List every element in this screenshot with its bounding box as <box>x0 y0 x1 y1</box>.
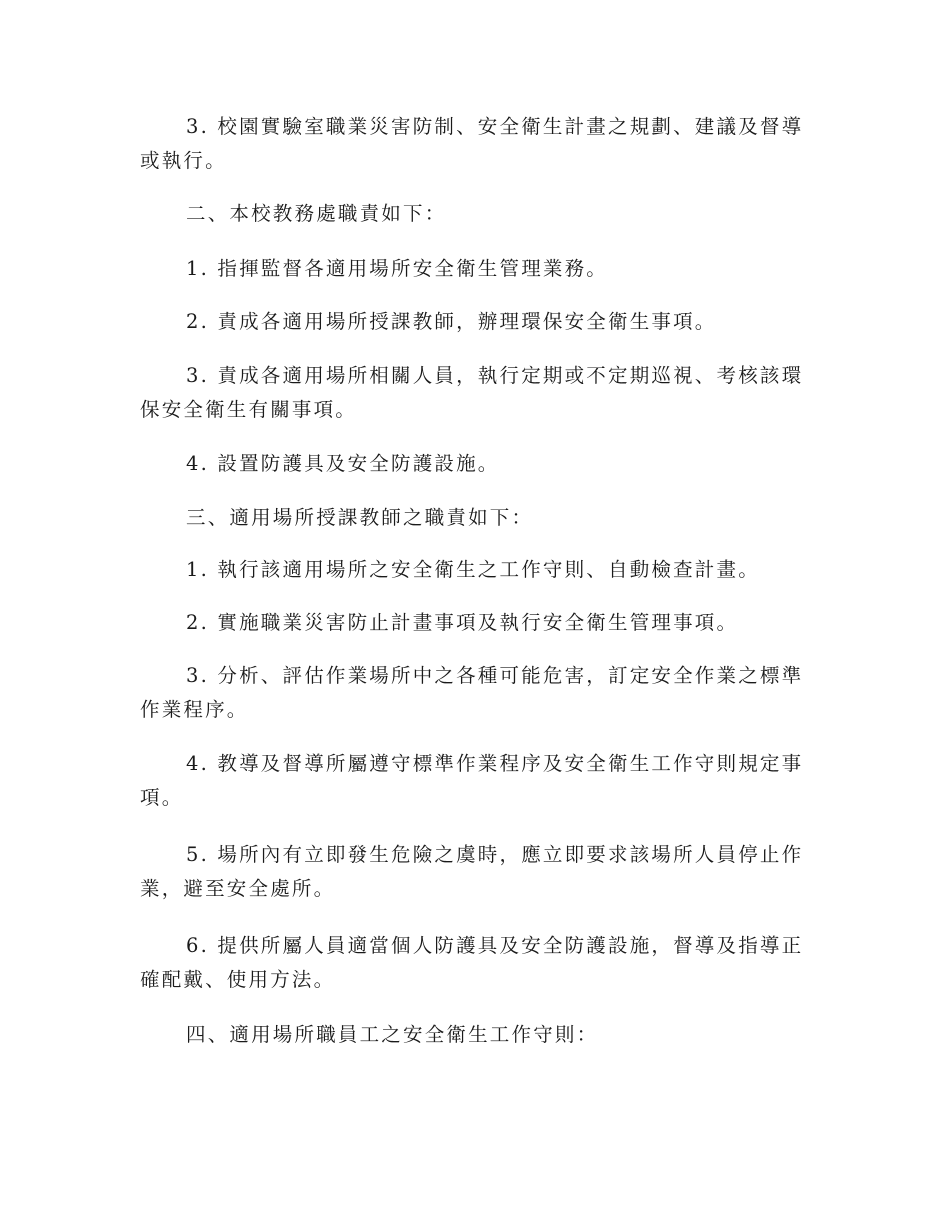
paragraph-line: 4. 教導及督導所屬遵守標準作業程序及安全衛生工作守則規定事 <box>186 752 804 775</box>
paragraph-line: 3. 分析、評估作業場所中之各種可能危害，訂定安全作業之標準 <box>186 664 804 687</box>
teacher-duty-1 <box>140 553 810 587</box>
list-item-1 <box>140 252 810 286</box>
paragraph-line: 三、適用場所授課教師之職責如下： <box>186 506 534 529</box>
teacher-duty-5 <box>140 838 810 906</box>
paragraph-lab-disaster-prevention <box>140 110 810 178</box>
paragraph-line: 業，避至安全處所。 <box>140 877 336 900</box>
section-heading-teacher-duties <box>140 501 810 535</box>
paragraph-line: 項。 <box>140 786 184 809</box>
teacher-duty-4 <box>140 747 810 815</box>
paragraph-line: 確配戴、使用方法。 <box>140 968 336 991</box>
paragraph-line: 3. 責成各適用場所相關人員，執行定期或不定期巡視、考核該環 <box>186 364 804 387</box>
teacher-duty-6 <box>140 929 810 997</box>
paragraph-line: 作業程序。 <box>140 698 249 721</box>
paragraph-line: 6. 提供所屬人員適當個人防護具及安全防護設施，督導及指導正 <box>186 934 804 957</box>
list-item-3 <box>140 359 810 427</box>
paragraph-line: 或執行。 <box>140 149 227 172</box>
teacher-duty-3 <box>140 659 810 727</box>
list-item-2 <box>140 305 810 339</box>
section-heading-staff-safety-rules <box>140 1018 810 1052</box>
paragraph-line: 2. 責成各適用場所授課教師，辦理環保安全衛生事項。 <box>186 310 717 333</box>
paragraph-line: 保安全衛生有關事項。 <box>140 398 358 421</box>
list-item-4 <box>140 447 810 481</box>
paragraph-line: 4. 設置防護具及安全防護設施。 <box>186 452 500 475</box>
paragraph-line: 2. 實施職業災害防止計畫事項及執行安全衛生管理事項。 <box>186 611 739 634</box>
paragraph-line: 5. 場所內有立即發生危險之虞時，應立即要求該場所人員停止作 <box>186 843 804 866</box>
section-heading-academic-affairs <box>140 197 810 231</box>
paragraph-line: 3. 校園實驗室職業災害防制、安全衛生計畫之規劃、建議及督導 <box>186 115 804 138</box>
paragraph-line: 1. 指揮監督各適用場所安全衛生管理業務。 <box>186 257 609 280</box>
teacher-duty-2 <box>140 606 810 640</box>
paragraph-line: 四、適用場所職員工之安全衛生工作守則： <box>186 1023 599 1046</box>
paragraph-line: 1. 執行該適用場所之安全衛生之工作守則、自動檢查計畫。 <box>186 558 760 581</box>
paragraph-line: 二、本校教務處職責如下： <box>186 202 447 225</box>
